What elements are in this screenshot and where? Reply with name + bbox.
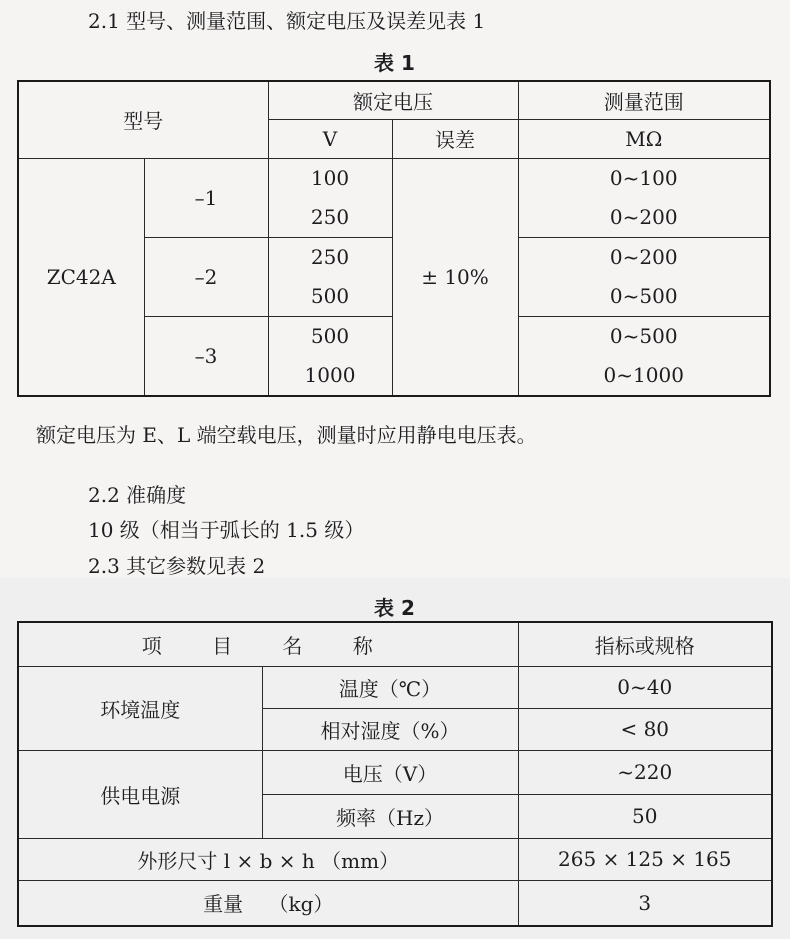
table2-caption: 表 2 (374, 596, 415, 620)
header-rated-voltage: 额定电压 (268, 81, 518, 119)
voltage-cell (268, 158, 392, 237)
voltage-value: 500 (310, 283, 350, 308)
voltage-value: 500 (310, 323, 350, 348)
range-value: 0~200 (609, 204, 678, 229)
header-spec: 指标或规格 (518, 622, 772, 666)
model-name: ZC42A (18, 158, 144, 396)
voltage-value: 100 (310, 165, 350, 190)
variant-cell: –3 (144, 316, 268, 396)
voltage-value: 250 (310, 244, 350, 269)
range-value: 0~200 (609, 244, 678, 269)
param-name: 相对湿度（%） (262, 708, 518, 750)
range-cell (518, 237, 770, 316)
param-name: 电压（V） (262, 750, 518, 794)
weight-value: 3 (518, 880, 772, 926)
section-2-2-text: 10 级（相当于弧长的 1.5 级） (88, 518, 365, 542)
voltage-cell (268, 316, 392, 396)
table1-specifications (17, 80, 771, 397)
section-2-2-heading: 2.2 准确度 (88, 483, 187, 507)
param-name: 频率（Hz） (262, 794, 518, 838)
error-value: ± 10% (392, 158, 518, 396)
weight-label: 重量 （kg） (18, 880, 518, 926)
power-label: 供电电源 (18, 750, 262, 838)
variant-cell: –1 (144, 158, 268, 237)
header-item-name (18, 622, 518, 666)
header-voltage-unit: V (268, 119, 392, 158)
range-value: 0~500 (609, 323, 678, 348)
variant-cell: –2 (144, 237, 268, 316)
voltage-value: 250 (310, 204, 350, 229)
voltage-note: 额定电压为 E、L 端空载电压，测量时应用静电电压表。 (36, 423, 537, 447)
range-cell (518, 158, 770, 237)
param-value: < 80 (518, 708, 772, 750)
header-error: 误差 (392, 119, 518, 158)
size-label: 外形尺寸 l × b × h （mm） (18, 838, 518, 880)
table2-other-parameters (17, 621, 773, 927)
voltage-cell (268, 237, 392, 316)
table1-caption: 表 1 (374, 51, 415, 75)
header-model: 型号 (18, 81, 268, 158)
header-item-name-text: 项 目 名 称 (141, 633, 395, 658)
param-value: 50 (518, 794, 772, 838)
range-value: 0~500 (609, 283, 678, 308)
param-value: 0~40 (518, 666, 772, 708)
voltage-value: 1000 (304, 362, 356, 387)
range-cell (518, 316, 770, 396)
section-2-3-heading: 2.3 其它参数见表 2 (88, 554, 266, 578)
header-range-unit: MΩ (518, 119, 770, 158)
param-value: ~220 (518, 750, 772, 794)
env-label: 环境温度 (18, 666, 262, 750)
range-value: 0~100 (609, 165, 678, 190)
header-measure-range: 测量范围 (518, 81, 770, 119)
size-value: 265 × 125 × 165 (518, 838, 772, 880)
intro-text: 2.1 型号、测量范围、额定电压及误差见表 1 (88, 9, 486, 33)
range-value: 0~1000 (603, 362, 684, 387)
param-name: 温度（℃） (262, 666, 518, 708)
